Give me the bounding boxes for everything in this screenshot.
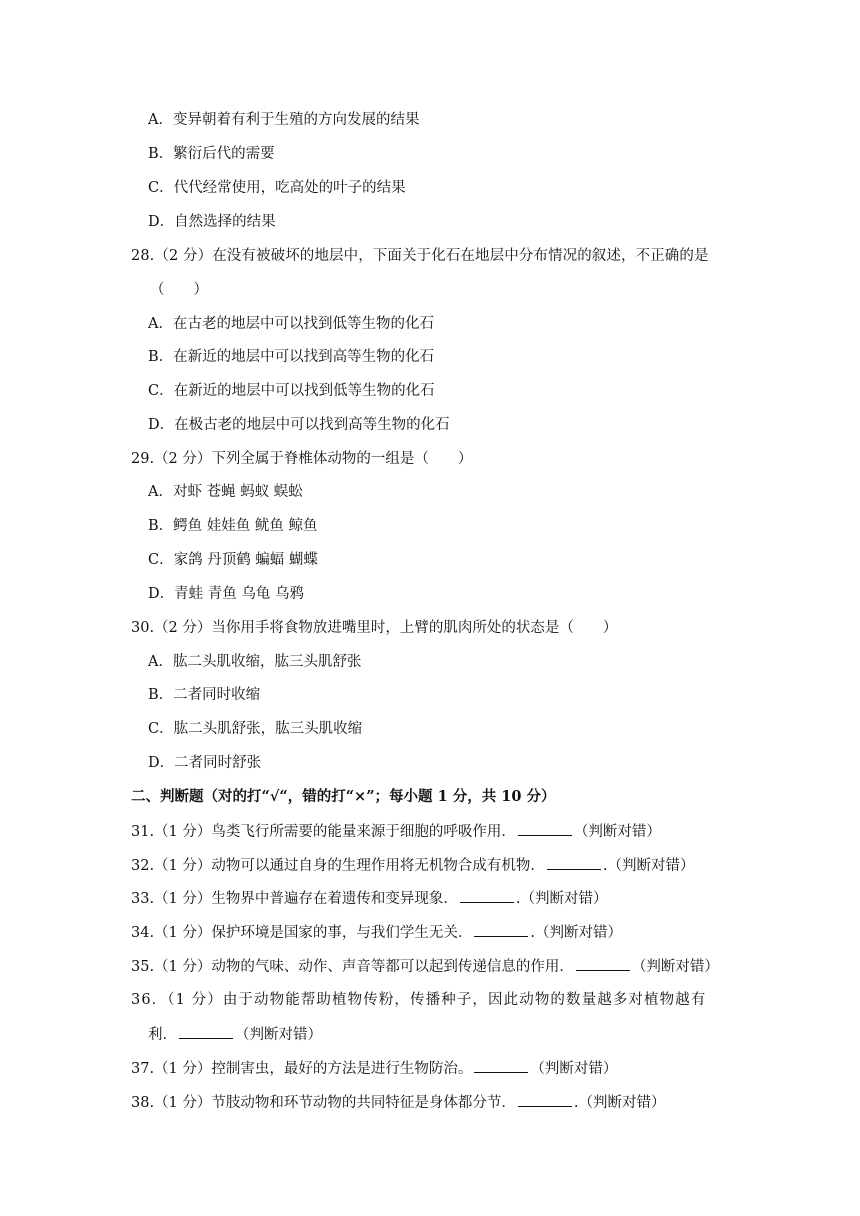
- q33: [131, 888, 608, 909]
- q37: [131, 1058, 617, 1079]
- q28-stem: 28.（2 分）在没有被破坏的地层中，下面关于化石在地层中分布情况的叙述，不正确的是: [131, 248, 709, 264]
- q37-suffix: （判断对错）: [530, 1061, 618, 1077]
- q30-stem: 30.（2 分）当你用手将食物放进嘴里时，上臂的肌肉所处的状态是（ ）: [131, 620, 618, 636]
- q36-answer-blank[interactable]: [179, 1024, 233, 1039]
- q38-answer-blank[interactable]: [518, 1092, 572, 1107]
- q31-answer-blank[interactable]: [518, 821, 572, 836]
- q33-text: 33.（1 分）生物界中普遍存在着遗传和变异现象．: [131, 891, 458, 907]
- q29-stem: 29.（2 分）下列全属于脊椎体动物的一组是（ ）: [131, 451, 473, 467]
- q36-text-end: 利．: [148, 1027, 177, 1043]
- q31: [131, 821, 661, 842]
- q35-text: 35.（1 分）动物的气味、动作、声音等都可以起到传递信息的作用．: [131, 959, 574, 975]
- q31-text: 31.（1 分）鸟类飞行所需要的能量来源于细胞的呼吸作用．: [131, 824, 516, 840]
- q29-option-a: A．对虾 苍蝇 蚂蚁 蜈蚣: [148, 484, 303, 500]
- q38-suffix: .（判断对错）: [573, 1095, 666, 1111]
- q32: [131, 855, 695, 876]
- section-title-judgement: 二、判断题（对的打“√“，错的打“×”；每小题 1 分，共 10 分）: [131, 788, 556, 805]
- q35-suffix: （判断对错）: [631, 959, 719, 975]
- q36-line1: 36．（1 分）由于动物能帮助植物传粉，传播种子，因此动物的数量越多对植物越有: [131, 992, 707, 1008]
- q31-suffix: （判断对错）: [573, 824, 661, 840]
- q32-answer-blank[interactable]: [547, 855, 601, 870]
- q28-option-c: C．在新近的地层中可以找到低等生物的化石: [148, 383, 435, 399]
- q28-bracket: （ ）: [150, 282, 208, 298]
- q30-option-a: A．肱二头肌收缩，肱三头肌舒张: [148, 654, 362, 670]
- q34: [131, 922, 622, 943]
- q33-answer-blank[interactable]: [460, 888, 514, 903]
- q30-option-d: D．二者同时舒张: [148, 755, 262, 771]
- q36-line2: [148, 1024, 322, 1045]
- q34-text: 34.（1 分）保护环境是国家的事，与我们学生无关．: [131, 925, 473, 941]
- q36-suffix: （判断对错）: [235, 1027, 322, 1043]
- q27-option-a: A．变异朝着有利于生殖的方向发展的结果: [148, 112, 420, 128]
- q27-option-d: D．自然选择的结果: [148, 214, 276, 230]
- q33-suffix: .（判断对错）: [515, 891, 608, 907]
- q28-option-a: A．在古老的地层中可以找到低等生物的化石: [148, 316, 434, 332]
- q29-option-d: D．青蛙 青鱼 乌龟 乌鸦: [148, 586, 304, 602]
- q29-option-c: C．家鸽 丹顶鹤 蝙蝠 蝴蝶: [148, 552, 318, 568]
- q32-text: 32.（1 分）动物可以通过自身的生理作用将无机物合成有机物．: [131, 858, 545, 874]
- q34-suffix: .（判断对错）: [530, 925, 623, 941]
- q27-option-c: C．代代经常使用，吃高处的叶子的结果: [148, 180, 406, 196]
- q35-answer-blank[interactable]: [576, 956, 630, 971]
- q29-option-b: B．鳄鱼 娃娃鱼 鱿鱼 鲸鱼: [148, 518, 318, 534]
- q30-option-c: C．肱二头肌舒张，肱三头肌收缩: [148, 721, 363, 737]
- q30-option-b: B．二者同时收缩: [148, 687, 261, 703]
- q34-answer-blank[interactable]: [474, 922, 528, 937]
- q27-option-b: B．繁衍后代的需要: [148, 146, 275, 162]
- q38: [131, 1092, 666, 1113]
- q28-option-d: D．在极古老的地层中可以找到高等生物的化石: [148, 417, 450, 433]
- q28-option-b: B．在新近的地层中可以找到高等生物的化石: [148, 349, 435, 365]
- q32-suffix: .（判断对错）: [602, 858, 695, 874]
- q35: [131, 956, 719, 977]
- q38-text: 38.（1 分）节肢动物和环节动物的共同特征是身体都分节．: [131, 1095, 516, 1111]
- q37-answer-blank[interactable]: [474, 1058, 528, 1073]
- q37-text: 37.（1 分）控制害虫，最好的方法是进行生物防治。: [131, 1061, 473, 1077]
